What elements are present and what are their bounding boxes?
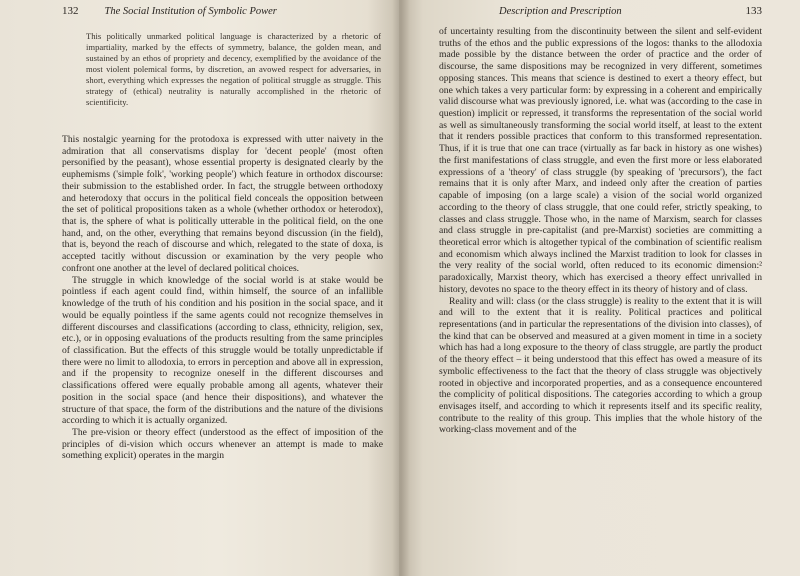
left-page-header — [62, 5, 383, 23]
block-quote: This politically unmarked political language is characterized by a rhetoric of impartiality, marked by the effects of symmetry, balance, the golden mean, and sustained by an ethos of propriety and decency, exemplified by the avoidance of the most violent polemical forms, by discretion, an avowed respect for adversaries, in short, everything which expresses the negation of political struggle as struggle. This strategy of (ethical) neutrality is naturally accomplished in the rhetoric of scientificity. — [86, 31, 381, 107]
left-page-number: 132 — [62, 5, 79, 17]
left-paragraph-3: The pre-vision or theory effect (understood as the effect of imposition of the principles of di-vision which occurs whenever an attempt is made to make something explicit) operates in the margin — [62, 426, 383, 462]
right-paragraph-1: of uncertainty resulting from the discontinuity between the silent and self-evident truths of the ethos and the public expressions of the logos: thanks to the allodoxia made possible by the distance between the order of practice and the order of discourse, the same dispositions may be recognized in very different, sometimes opposing stances. This means that science is destined to exert a theory effect, but one which takes a very particular form: by expressing in a coherent and empirically valid discourse what was previously ignored, i.e. what was (according to the case in question) implicit or repressed, it transforms the representation of the social world as well as simultaneously transforming the social world itself, at least to the extent that it renders possible practices that conform to this transformed representation. Thus, if it is true that one can trace (virtually as far back in history as one wishes) the first manifestations of class struggle, and even the first more or less elaborated expressions of a 'theory' of class struggle (by speaking of 'precursors'), the fact remains that it is only after Marx, and indeed only after the creation of parties capable of imposing (on a large scale) a vision of the social world organized according to the theory of class struggle, that one could refer, strictly speaking, to classes and class struggle. Those who, in the name of Marxism, search for classes and class struggle in pre-capitalist (and pre-Marxist) societies are committing a theoretical error which is altogether typical of the combination of scientific realism and economism which always inclined the Marxist tradition to look for classes in the very reality of the social world, often reduced to its economic dimension:² paradoxically, Marxist theory, which has exercised a theory effect unrivalled in history, devotes no space to the theory effect in its theory of history and of class. — [439, 26, 762, 295]
right-page — [399, 0, 800, 576]
right-paragraph-2: Reality and will: class (or the class struggle) is reality to the extent that it is will and will to the extent that it is reality. Political practices and political representations (and in particular the representations of the division into classes), of the kind that can be observed and measured at a given moment in time in a society which has had a long exposure to the theory of class struggle, are partly the product of the theory effect – it being understood that this effect has owed a measure of its symbolic effectiveness to the fact that the theory of class struggle was objectively rooted in objective and incorporated properties, and as a consequence encountered the complicity of political dispositions. The categories according to which a group envisages itself, and according to which it represents itself and its specific reality, contribute to the reality of this group. This implies that the whole history of the working-class movement and of the — [439, 295, 762, 436]
left-page — [0, 0, 399, 576]
right-page-header — [439, 5, 762, 23]
left-body-text — [62, 134, 383, 462]
left-paragraph-1: This nostalgic yearning for the protodoxa is expressed with utter naivety in the admiration that all conservatisms display for 'decent people' (most often personified by the peasant), whose essential property is designated clearly by the euphemisms ('simple folk', 'working people') which feature in orthodox discourse: their submission to the established order. In fact, the struggle between orthodoxy and heterodoxy that occurs in the political field conceals the opposition between the set of political propositions taken as a whole (whether orthodox or heterodox), that is, the sphere of what is politically utterable in the political field, on the one hand, and, on the other, everything that remains beyond discussion (in the field), that is, beyond the reach of discourse and which, relegated to the state of doxa, is accepted tacitly without discussion or examination by the very people who confront one another at the level of declared political choices. — [62, 134, 383, 274]
right-running-title: Description and Prescription — [499, 6, 622, 17]
right-body-text — [439, 26, 762, 436]
left-paragraph-2: The struggle in which knowledge of the social world is at stake would be pointless if each agent could find, within himself, the source of an infallible knowledge of the truth of his condition and his position in the social space, and it would be equally pointless if the same agents could not recognize themselves in different discourses and classifications (according to class, ethnicity, religion, sex, etc.), or in opposing evaluations of the products resulting from the same principles of classification. But the effects of this struggle would be totally unpredictable if there were no limit to allodoxia, to errors in perception and above all in expression, and if the propensity to recognize oneself in the different discourses and classifications offered were equally probable among all agents, whatever their position in the social space (and hence their dispositions), and whatever the structure of that space, the form of the distributions and the nature of the divisions according to which it is actually organized. — [62, 274, 383, 427]
left-running-title: The Social Institution of Symbolic Power — [104, 6, 277, 17]
right-page-number: 133 — [745, 5, 762, 17]
